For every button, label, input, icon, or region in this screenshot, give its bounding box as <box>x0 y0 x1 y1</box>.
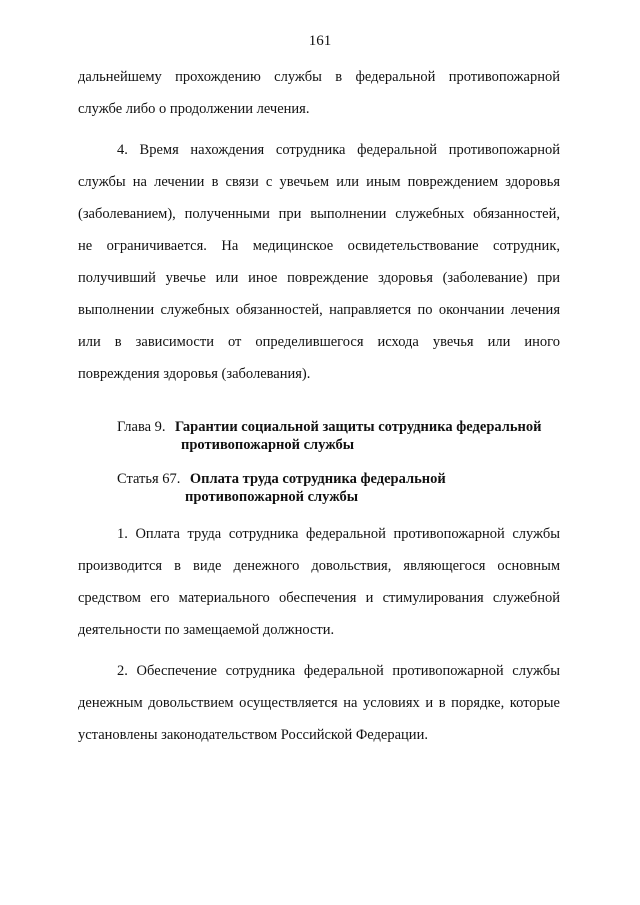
chapter-title-line2: противопожарной службы <box>181 437 355 453</box>
text-line: получивший увечье или иное повреждение здоровья (заболевание) при <box>78 270 560 286</box>
text-line: дальнейшему прохождению службы в федеральной противопожарной <box>78 69 560 85</box>
text-line: повреждения здоровья (заболевания). <box>78 366 311 382</box>
article-title-line2: противопожарной службы <box>185 489 359 505</box>
article-heading <box>117 470 446 488</box>
chapter-prefix: Глава 9. <box>117 419 166 435</box>
text-line: службе либо о продолжении лечения. <box>78 101 310 117</box>
text-line: службы на лечении в связи с увечьем или иным повреждением здоровья <box>78 174 560 190</box>
page-number: 161 <box>308 33 332 49</box>
text-line: установлены законодательством Российской Федерации. <box>78 727 428 743</box>
text-line: производится в виде денежного довольствия, являющегося основным <box>78 558 560 574</box>
paragraph-4 <box>78 140 560 396</box>
article-title: Оплата труда сотрудника федеральной <box>189 471 446 487</box>
article-prefix: Статья 67. <box>117 471 181 487</box>
text-line: средством его материального обеспечения и стимулирования служебной <box>78 590 560 606</box>
article-heading-cont <box>185 488 358 506</box>
chapter-heading <box>117 418 542 436</box>
text-line: 4. Время нахождения сотрудника федеральной противопожарной <box>117 142 560 158</box>
continuation-paragraph <box>78 67 560 131</box>
chapter-title: Гарантии социальной защиты сотрудника федеральной <box>174 419 542 435</box>
text-line: не ограничивается. На медицинское освидетельствование сотрудник, <box>78 238 560 254</box>
text-line: 2. Обеспечение сотрудника федеральной противопожарной службы <box>117 663 560 679</box>
text-line: (заболеванием), полученными при выполнении служебных обязанностей, <box>78 206 560 222</box>
text-line: или в зависимости от определившегося исхода увечья или иного <box>78 334 560 350</box>
text-line: деятельности по замещаемой должности. <box>78 622 335 638</box>
text-line: денежным довольствием осуществляется на условиях и в порядке, которые <box>78 695 560 711</box>
text-line: выполнении служебных обязанностей, направляется по окончании лечения <box>78 302 560 318</box>
chapter-heading-cont <box>181 436 354 454</box>
text-line: 1. Оплата труда сотрудника федеральной противопожарной службы <box>117 526 560 542</box>
article-paragraph-2 <box>78 661 560 757</box>
article-paragraph-1 <box>78 524 560 652</box>
